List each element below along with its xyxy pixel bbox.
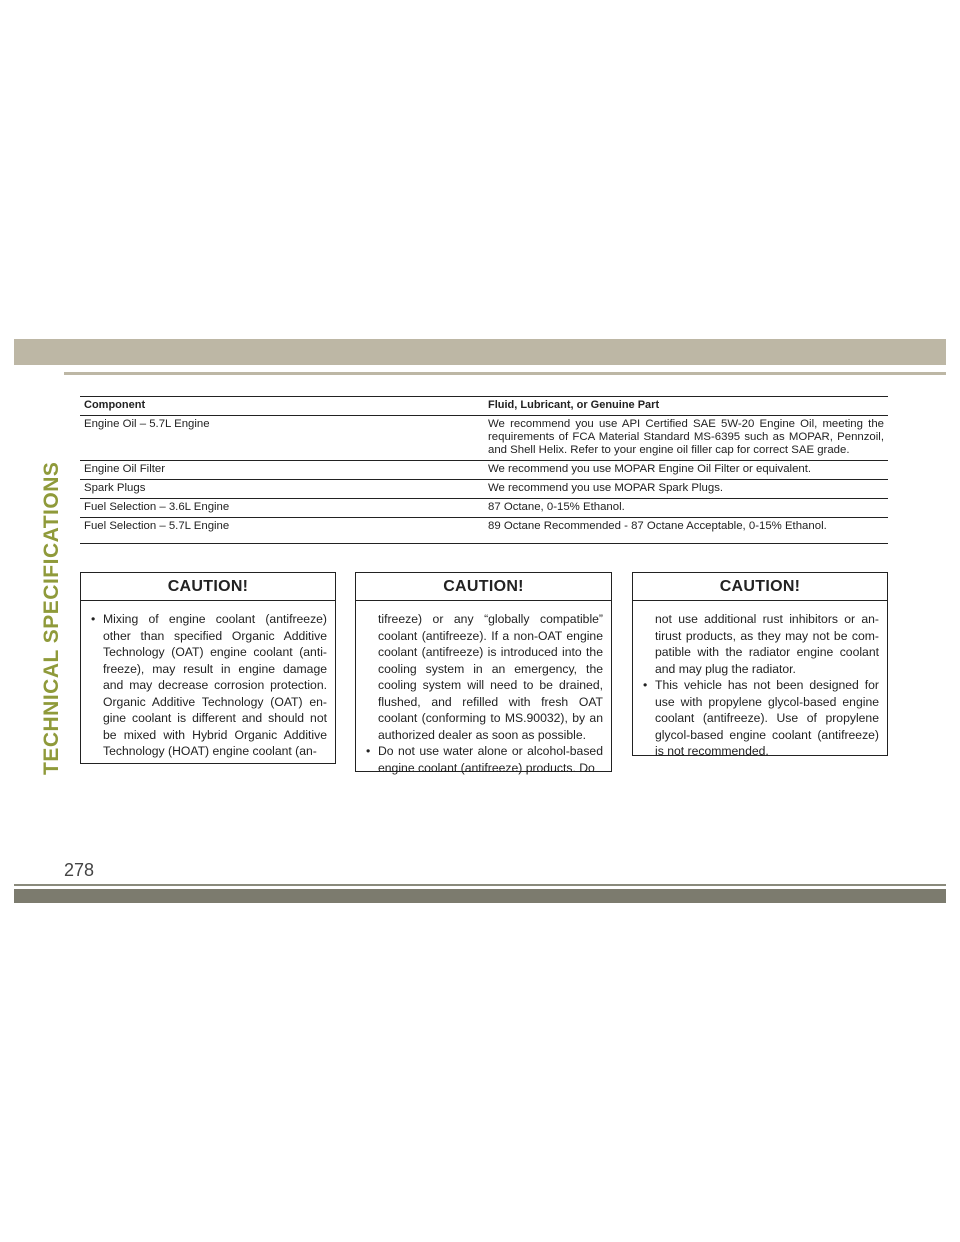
header-band (14, 339, 946, 365)
table-row (80, 480, 888, 499)
fluids-table (80, 396, 888, 544)
bullet-icon: • (366, 744, 371, 758)
caution-text: This vehicle has not been designed for use with propylene glycol-based engine coolant (antifreeze). Use of propylene glycol-based engine coolant (antifreeze) is not recommended. (655, 678, 879, 758)
header-rule (64, 372, 946, 375)
caution-text: tifreeze) or any “globally compatible” coolant (antifreeze). If a non-OAT engine coolant (antifreeze) is introduced into the cooling system in an emergency, the cooling system will need to be drained, flushed, and refilled with fresh OAT coolant (conforming to MS.90032), by an authorized dealer as soon as possible. (378, 612, 603, 742)
caution-box-3 (632, 572, 888, 756)
caution-text: Mixing of engine coolant (antifreeze) other than specified Organic Additive Technology (OAT) engine coolant (anti-freeze), may result in engine damage and may decrease corrosion protection. Organic Additive Technology (OAT) en-gine coolant is different and should not be mixed with Hybrid Organic Additive Technology (HOAT) engine coolant (an- (103, 612, 327, 758)
table-row (80, 416, 888, 461)
caution-bullet (643, 677, 879, 760)
table-cell-fluid: We recommend you use MOPAR Spark Plugs. (484, 480, 888, 499)
page-number: 278 (64, 860, 95, 880)
caution-box-1 (80, 572, 336, 764)
footer-rule (14, 884, 946, 886)
table-cell-component: Fuel Selection – 3.6L Engine (80, 499, 484, 518)
table-cell-fluid: We recommend you use MOPAR Engine Oil Filter or equivalent. (484, 461, 888, 480)
table-cell-fluid: We recommend you use API Certified SAE 5W-20 Engine Oil, meeting the requirements of FCA Material Standard MS-6395 such as MOPAR, Pennzoil, and Shell Helix. Refer to your engine oil filler cap for correct SAE grade. (484, 416, 888, 461)
bullet-icon: • (643, 678, 648, 692)
table-cell-fluid: 87 Octane, 0-15% Ethanol. (484, 499, 888, 518)
table-header-component: Component (80, 397, 484, 416)
table-cell-fluid: 89 Octane Recommended - 87 Octane Acceptable, 0-15% Ethanol. (484, 518, 888, 544)
caution-title: CAUTION! (356, 573, 611, 601)
table-row (80, 499, 888, 518)
section-title: TECHNICAL SPECIFICATIONS (40, 461, 63, 775)
caution-text: not use additional rust inhibitors or an-tirust products, as they may not be com-patible with the radiator engine coolant and may plug the radiator. (655, 612, 879, 676)
table-cell-component: Engine Oil Filter (80, 461, 484, 480)
caution-box-2 (355, 572, 612, 775)
caution-title: CAUTION! (81, 573, 335, 601)
table-cell-component: Spark Plugs (80, 480, 484, 499)
table-header-fluid: Fluid, Lubricant, or Genuine Part (484, 397, 888, 416)
caution-text: Do not use water alone or alcohol-based engine coolant (antifreeze) products. Do (378, 744, 603, 775)
table-cell-component: Engine Oil – 5.7L Engine (80, 416, 484, 461)
caution-bullet (366, 743, 603, 776)
caution-title: CAUTION! (633, 573, 887, 601)
footer-band (14, 889, 946, 903)
table-cell-component: Fuel Selection – 5.7L Engine (80, 518, 484, 544)
table-header-row (80, 397, 888, 416)
bullet-icon: • (91, 612, 96, 626)
caution-bullet (91, 611, 327, 760)
table-row (80, 518, 888, 544)
table-row (80, 461, 888, 480)
